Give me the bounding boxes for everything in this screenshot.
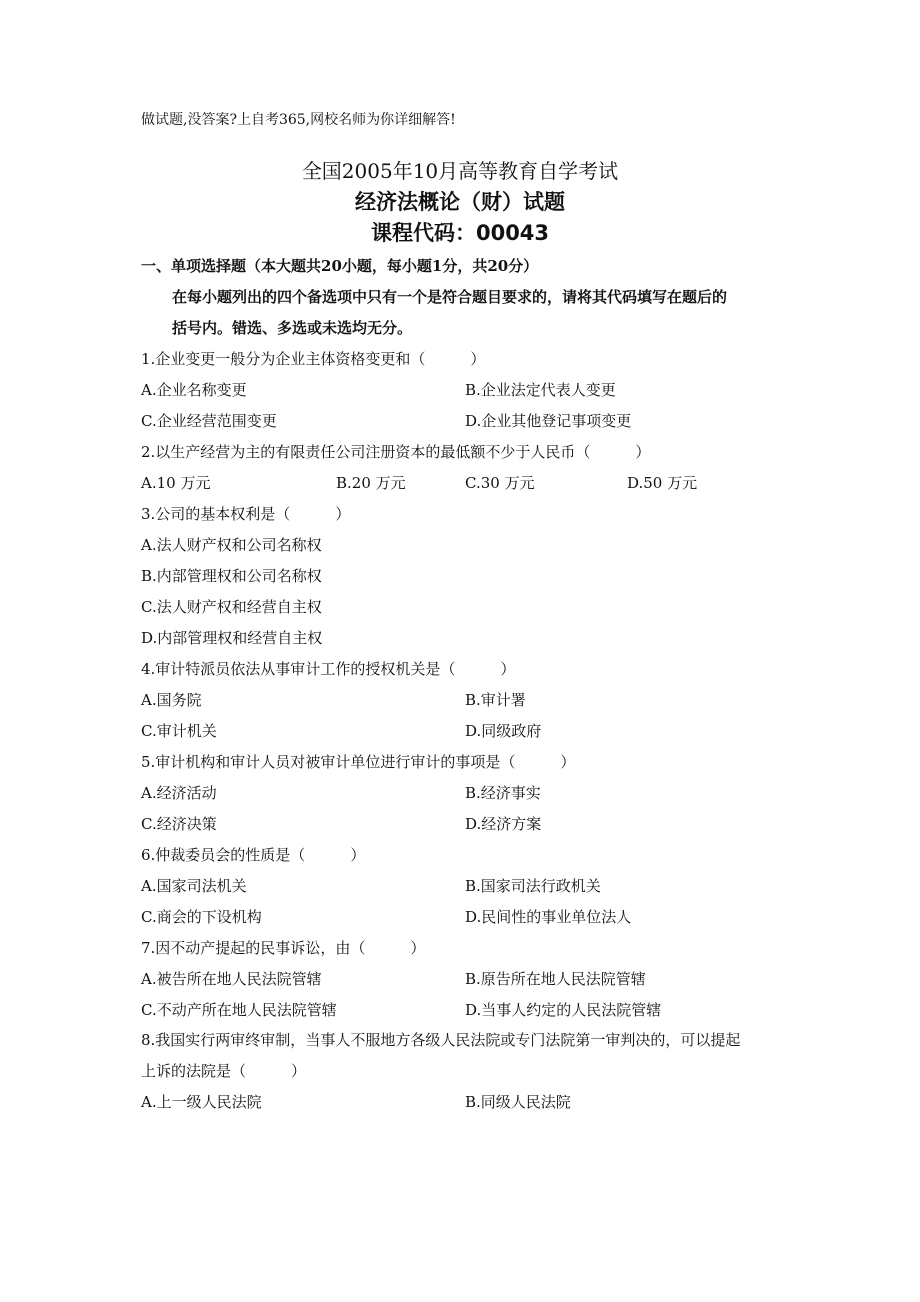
option-b: B.经济事实 [465, 784, 541, 802]
option-c: C.30 万元 [465, 474, 535, 492]
question-stem: 1.企业变更一般分为企业主体资格变更和（ ） [141, 350, 486, 368]
question-stem: 5.审计机构和审计人员对被审计单位进行审计的事项是（ ） [141, 753, 576, 771]
option-d: D.当事人约定的人民法院管辖 [465, 1001, 662, 1019]
option-b: B.20 万元 [336, 474, 406, 492]
question-stem: 8.我国实行两审终审制，当事人不服地方各级人民法院或专门法院第一审判决的，可以提起 [141, 1031, 741, 1049]
option-d: D.同级政府 [465, 722, 542, 740]
option-b: B.国家司法行政机关 [465, 877, 601, 895]
option-b: B.内部管理权和公司名称权 [141, 567, 322, 585]
option-a: A.国家司法机关 [141, 877, 247, 895]
option-c: C.法人财产权和经营自主权 [141, 598, 322, 616]
option-c: C.企业经营范围变更 [141, 412, 277, 430]
option-d: D.经济方案 [465, 815, 542, 833]
option-c: C.经济决策 [141, 815, 217, 833]
option-a: A.10 万元 [141, 474, 211, 492]
option-d: D.民间性的事业单位法人 [465, 908, 632, 926]
option-b: B.企业法定代表人变更 [465, 381, 616, 399]
option-d: D.内部管理权和经营自主权 [141, 629, 323, 647]
option-d: D.企业其他登记事项变更 [465, 412, 632, 430]
option-a: A.经济活动 [141, 784, 217, 802]
option-b: B.审计署 [465, 691, 526, 709]
option-c: C.审计机关 [141, 722, 217, 740]
option-b: B.同级人民法院 [465, 1093, 571, 1111]
option-c: C.不动产所在地人民法院管辖 [141, 1001, 337, 1019]
question-stem: 3.公司的基本权利是（ ） [141, 505, 351, 523]
option-a: A.企业名称变更 [141, 381, 247, 399]
exam-subject: 经济法概论（财）试题 [355, 190, 565, 214]
option-d: D.50 万元 [627, 474, 698, 492]
section-instruction: 在每小题列出的四个备选项中只有一个是符合题目要求的，请将其代码填写在题后的 [172, 288, 728, 306]
course-code: 课程代码：00043 [370, 221, 550, 245]
question-stem: 7.因不动产提起的民事诉讼，由（ ） [141, 939, 426, 957]
question-stem: 6.仲裁委员会的性质是（ ） [141, 846, 366, 864]
question-stem: 4.审计特派员依法从事审计工作的授权机关是（ ） [141, 660, 516, 678]
section-heading: 一、单项选择题（本大题共20小题，每小题1分，共20分） [141, 257, 539, 275]
option-b: B.原告所在地人民法院管辖 [465, 970, 646, 988]
option-c: C.商会的下设机构 [141, 908, 262, 926]
section-instruction: 括号内。错选、多选或未选均无分。 [172, 319, 413, 337]
exam-title: 全国2005年10月高等教育自学考试 [301, 159, 619, 183]
option-a: A.上一级人民法院 [141, 1093, 262, 1111]
promo-text: 做试题,没答案?上自考365,网校名师为你详细解答! [141, 112, 456, 128]
option-a: A.法人财产权和公司名称权 [141, 536, 322, 554]
option-a: A.国务院 [141, 691, 202, 709]
option-a: A.被告所在地人民法院管辖 [141, 970, 322, 988]
question-stem: 2.以生产经营为主的有限责任公司注册资本的最低额不少于人民币（ ） [141, 443, 651, 461]
question-stem-continued: 上诉的法院是（ ） [141, 1062, 307, 1080]
